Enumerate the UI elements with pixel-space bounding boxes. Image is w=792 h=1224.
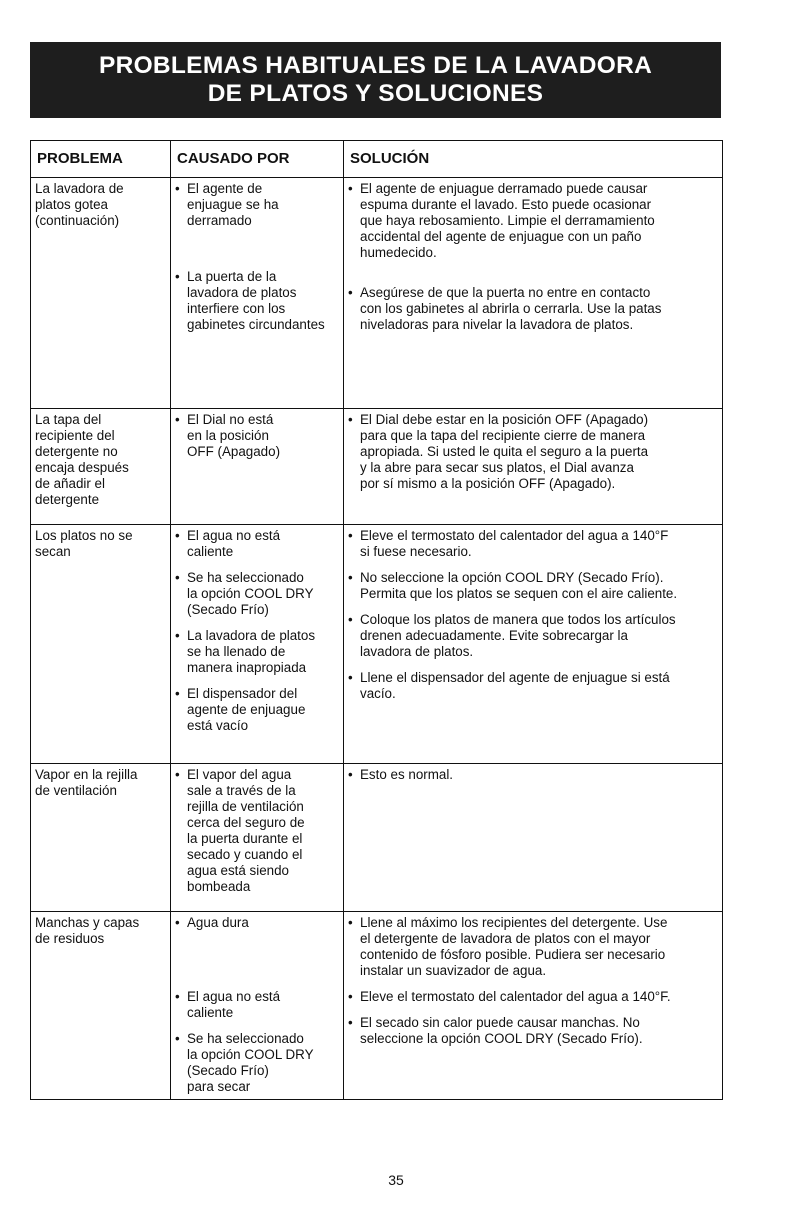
bullet-icon: • [175, 628, 180, 643]
problem-cell [31, 912, 171, 1100]
solution-item [348, 767, 718, 783]
page-title-line-2: DE PLATOS Y SOLUCIONES [207, 80, 544, 107]
cause-cell [171, 525, 344, 764]
problem-text: Manchas y capas de residuos [35, 915, 140, 946]
bullet-icon: • [348, 915, 353, 930]
cause-text: El agente de enjuague se ha derramado [187, 181, 279, 228]
solution-item [348, 612, 718, 660]
solution-cell [344, 525, 723, 764]
table-row [31, 178, 723, 409]
cause-item [175, 269, 339, 333]
solution-item [348, 285, 718, 333]
solution-text: No seleccione la opción COOL DRY (Secado Frío). Permita que los platos se sequen con el aire caliente. [360, 570, 678, 601]
bullet-icon: • [348, 767, 353, 782]
table-row [31, 525, 723, 764]
page-title-line-1: PROBLEMAS HABITUALES DE LA LAVADORA [98, 52, 653, 79]
cause-cell [171, 409, 344, 525]
page-title-banner [30, 42, 721, 118]
cause-item [175, 628, 339, 676]
cause-text: La puerta de la lavadora de platos interfiere con los gabinetes circundantes [187, 269, 325, 332]
solution-item [348, 181, 718, 261]
bullet-icon: • [348, 612, 353, 627]
table-row [31, 409, 723, 525]
cause-item [175, 570, 339, 618]
solution-text: El secado sin calor puede causar manchas. No seleccione la opción COOL DRY (Secado Frío). [360, 1015, 643, 1046]
solution-text: Asegúrese de que la puerta no entre en contacto con los gabinetes al abrirla o cerrarla. Use la patas niveladoras para nivelar la lavadora de platos. [360, 285, 662, 332]
solution-text: Llene al máximo los recipientes del detergente. Use el detergente de lavadora de platos con el mayor contenido de fósforo posible. Pudiera ser necesario instalar un suavizador de agua. [360, 915, 668, 978]
cause-text: Se ha seleccionado la opción COOL DRY (Secado Frío) [187, 570, 314, 617]
solution-item [348, 412, 718, 492]
solution-text: El agente de enjuague derramado puede causar espuma durante el lavado. Esto puede ocasionar que haya rebosamiento. Limpie el derramamiento accidental del agente de enjuague con un paño humedecido. [360, 181, 655, 260]
solution-cell [344, 178, 723, 409]
bullet-icon: • [175, 412, 180, 427]
cause-item [175, 767, 339, 895]
cause-text: La lavadora de platos se ha llenado de manera inapropiada [187, 628, 316, 675]
cause-item [175, 989, 339, 1021]
problem-cell [31, 525, 171, 764]
solution-item [348, 989, 718, 1005]
cause-item [175, 528, 339, 560]
cause-text: El vapor del agua sale a través de la rejilla de ventilación cerca del seguro de la puerta durante el secado y cuando el agua está siendo bombeada [187, 767, 305, 894]
cause-text: Agua dura [187, 915, 249, 930]
bullet-icon: • [175, 570, 180, 585]
solution-text: Eleve el termostato del calentador del agua a 140°F. [360, 989, 671, 1004]
problem-text: La lavadora de platos gotea (continuación) [35, 181, 124, 228]
cause-item [175, 915, 339, 931]
cause-item [175, 686, 339, 734]
solution-text: Coloque los platos de manera que todos los artículos drenen adecuadamente. Evite sobrecargar la lavadora de platos. [360, 612, 676, 659]
solution-text: Esto es normal. [360, 767, 454, 782]
bullet-icon: • [348, 528, 353, 543]
problem-text: Vapor en la rejilla de ventilación [35, 767, 138, 798]
cause-text: El agua no está caliente [187, 989, 281, 1020]
solution-item [348, 570, 718, 602]
solution-item [348, 915, 718, 979]
solution-item [348, 1015, 718, 1047]
bullet-icon: • [175, 528, 180, 543]
solution-text: El Dial debe estar en la posición OFF (Apagado) para que la tapa del recipiente cierre de manera apropiada. Si usted le quita el seguro a la puerta y la abre para secar sus platos, el Dial avanza por sí mismo a la posición OFF (Apagado). [360, 412, 649, 491]
bullet-icon: • [348, 285, 353, 300]
cause-cell [171, 912, 344, 1100]
bullet-icon: • [348, 181, 353, 196]
solution-cell [344, 409, 723, 525]
solution-item [348, 528, 718, 560]
bullet-icon: • [175, 686, 180, 701]
bullet-icon: • [175, 181, 180, 196]
bullet-icon: • [348, 989, 353, 1004]
cause-item [175, 1031, 339, 1095]
table-header-row [31, 141, 723, 178]
problem-cell [31, 764, 171, 912]
table-row [31, 912, 723, 1100]
solution-cell [344, 764, 723, 912]
bullet-icon: • [348, 670, 353, 685]
cause-text: El dispensador del agente de enjuague está vacío [187, 686, 306, 733]
solution-text: Llene el dispensador del agente de enjuague si está vacío. [360, 670, 670, 701]
bullet-icon: • [175, 989, 180, 1004]
bullet-icon: • [348, 412, 353, 427]
header-solution: SOLUCIÓN [344, 141, 723, 178]
cause-cell [171, 764, 344, 912]
problem-cell [31, 409, 171, 525]
bullet-icon: • [175, 767, 180, 782]
solution-item [348, 670, 718, 702]
problem-text: Los platos no se secan [35, 528, 133, 559]
cause-text: Se ha seleccionado la opción COOL DRY (Secado Frío) para secar [187, 1031, 314, 1094]
bullet-icon: • [175, 915, 180, 930]
bullet-icon: • [348, 570, 353, 585]
solution-text: Eleve el termostato del calentador del agua a 140°F si fuese necesario. [360, 528, 669, 559]
cause-item [175, 181, 339, 229]
solution-cell [344, 912, 723, 1100]
table-row [31, 764, 723, 912]
cause-text: El Dial no está en la posición OFF (Apagado) [187, 412, 281, 459]
bullet-icon: • [175, 1031, 180, 1046]
header-problem: PROBLEMA [31, 141, 171, 178]
troubleshooting-table [30, 140, 723, 1100]
bullet-icon: • [175, 269, 180, 284]
problem-cell [31, 178, 171, 409]
cause-item [175, 412, 339, 460]
cause-cell [171, 178, 344, 409]
bullet-icon: • [348, 1015, 353, 1030]
problem-text: La tapa del recipiente del detergente no encaja después de añadir el detergente [35, 412, 129, 507]
cause-text: El agua no está caliente [187, 528, 281, 559]
header-cause: CAUSADO POR [171, 141, 344, 178]
page-number: 35 [388, 1172, 404, 1188]
